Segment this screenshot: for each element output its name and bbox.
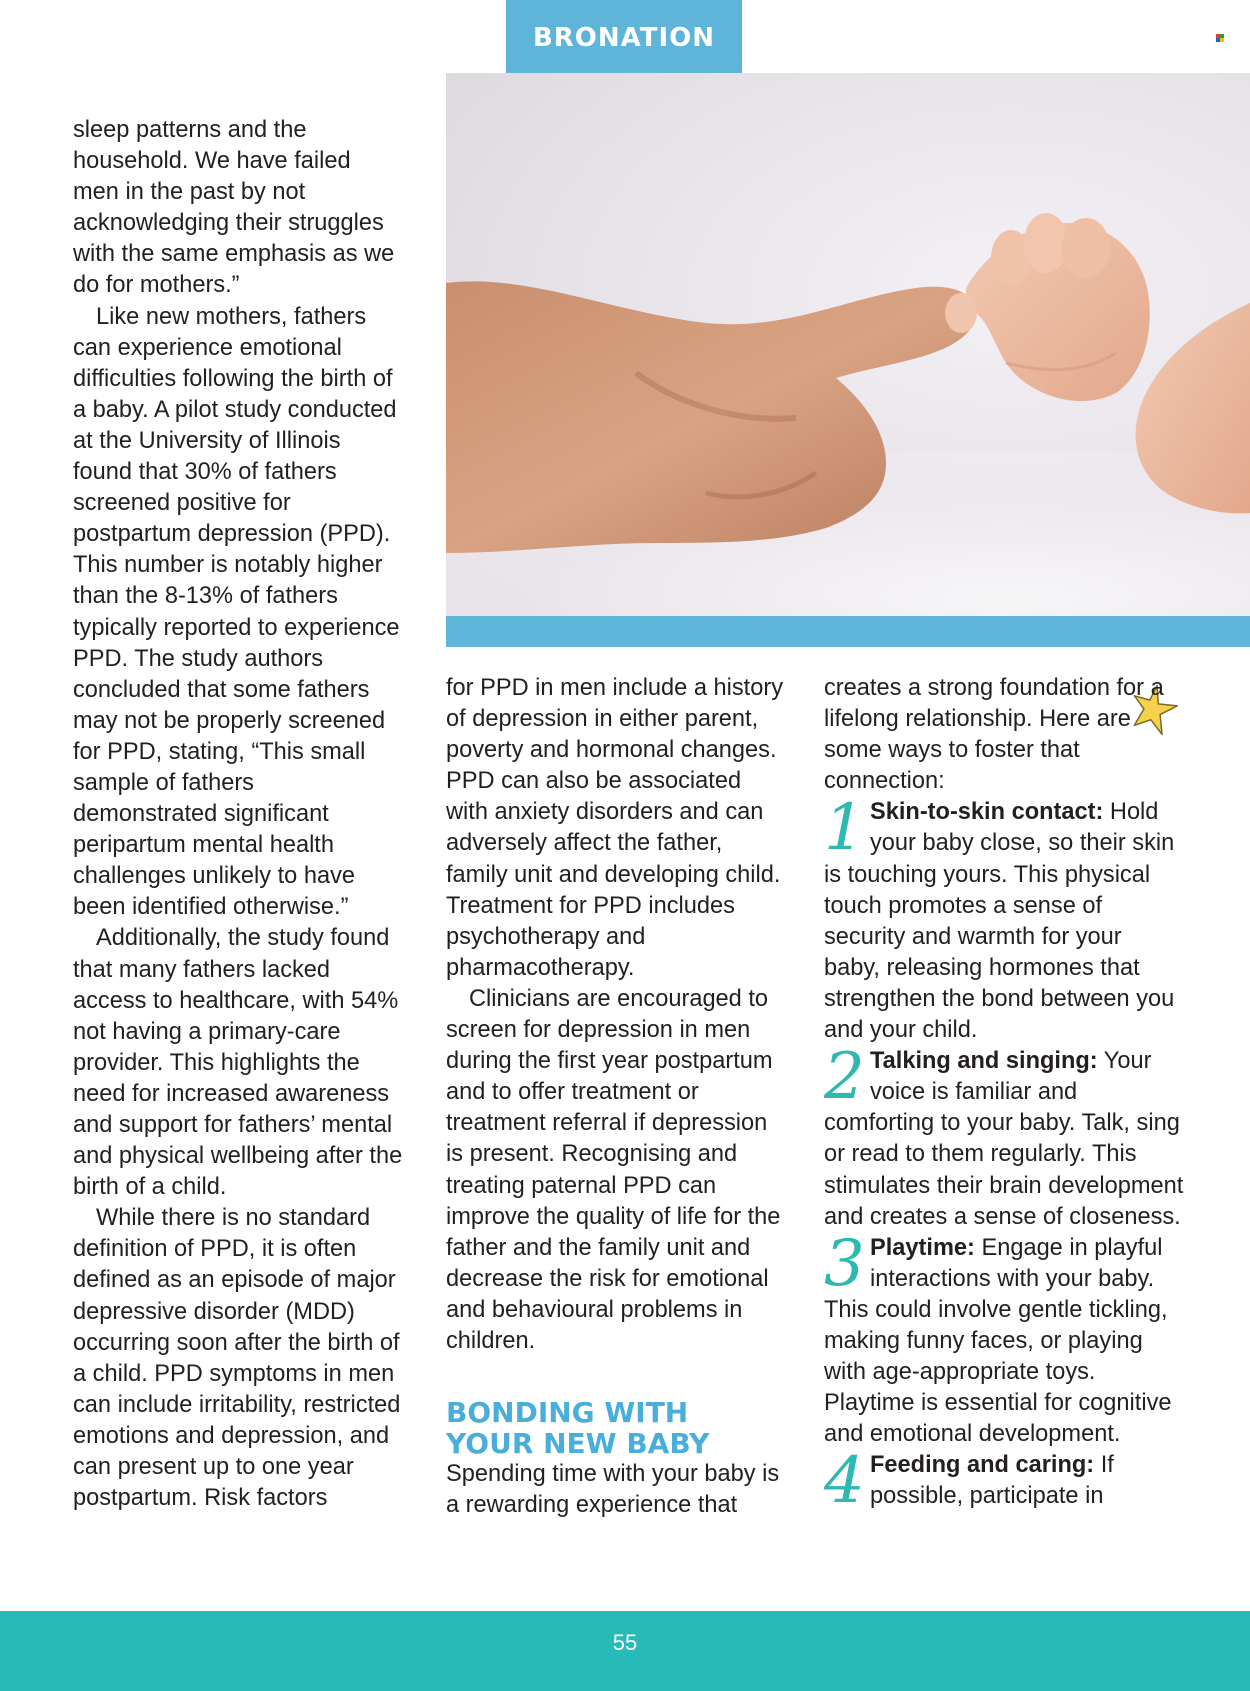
- paragraph: Spending time with your baby is a rewarding experience that: [446, 1461, 780, 1519]
- tip-number: 2: [824, 1040, 865, 1115]
- photo-hand-baby-icon: [446, 73, 1250, 616]
- paragraph: sleep patterns and the household. We have failed men in the past by not acknowledging their struggles with the same emphasis as we do for mothers.”: [73, 117, 395, 299]
- photo-caption-bar: [446, 616, 1250, 647]
- tip-title: Feeding and caring:: [870, 1452, 1095, 1479]
- tip-number: 4: [824, 1444, 865, 1519]
- section-heading-line-2: YOUR NEW BABY: [446, 1427, 710, 1461]
- tip-item: [824, 1040, 1184, 1233]
- paragraph: Additionally, the study found that many fathers lacked access to healthcare, with 54% not having a primary-care provider. This highlights the need for increased awareness and support for fathers’ mental and physical wellbeing after the birth of a child.: [73, 925, 403, 1201]
- corner-mark-icon: [1216, 34, 1225, 42]
- tip-number: 3: [824, 1226, 865, 1301]
- tip-title: Talking and singing:: [870, 1048, 1098, 1075]
- feature-photo: [446, 73, 1250, 616]
- tip-item: [824, 1444, 1184, 1519]
- tip-number: 1: [824, 791, 865, 866]
- tip-title: Skin-to-skin contact:: [870, 799, 1104, 826]
- tip-item: [824, 1226, 1184, 1451]
- article-column-2: [446, 673, 786, 1521]
- tip-text: Hold your baby close, so their skin is touching yours. This physical touch promotes a sense of security and warmth for your baby, releasing hormones that strengthen the bond between you and your child.: [824, 799, 1175, 1044]
- tip-text: Engage in playful interactions with your baby. This could involve gentle tickling, making funny faces, or playing with age-appropriate toys. Playtime is essential for cognitive and emotional development.: [824, 1234, 1172, 1448]
- tip-title: Playtime:: [870, 1234, 975, 1261]
- section-heading-line-1: BONDING WITH: [446, 1396, 689, 1430]
- paragraph: Clinicians are encouraged to screen for depression in men during the first year postpartum and to offer treatment or treatment referral if depression is present. Recognising and treating paternal PPD can improve the quality of life for the father and the family unit and decrease the risk for emotional and behavioural problems in children.: [446, 985, 781, 1354]
- tip-text: Your voice is familiar and comforting to your baby. Talk, sing or read to them regularly. This stimulates their brain development and creates a sense of closeness.: [824, 1048, 1184, 1230]
- page-number: 55: [612, 1630, 638, 1655]
- paragraph: for PPD in men include a history of depression in either parent, poverty and hormonal changes. PPD can also be associated with anxiety disorders and can adversely affect the father, family unit and developing child. Treatment for PPD includes psychotherapy and pharmacotherapy.: [446, 675, 784, 981]
- section-heading: [446, 1397, 786, 1459]
- article-column-1: [73, 115, 403, 1514]
- paragraph: Like new mothers, fathers can experience emotional difficulties following the birth of a baby. A pilot study conducted at the University of Illinois found that 30% of fathers screened positive for postpartum depression (PPD). This number is notably higher than the 8-13% of fathers typically reported to experience PPD. The study authors concluded that some fathers may not be properly screened for PPD, stating, “This small sample of fathers demonstrated significant peripartum mental health challenges unlikely to have been identified otherwise.”: [73, 303, 400, 921]
- article-column-3: [824, 673, 1184, 1519]
- section-tab: BRONATION: [506, 0, 742, 73]
- tip-text: If possible, participate in: [870, 1452, 1114, 1510]
- tip-item: [824, 791, 1184, 1046]
- paragraph: While there is no standard definition of PPD, it is often defined as an episode of major depressive disorder (MDD) occurring soon after the birth of a child. PPD symptoms in men can include irritability, restricted emotions and depression, and can present up to one year postpartum. Risk factors: [73, 1205, 401, 1512]
- paragraph: creates a strong foundation for a lifelong relationship. Here are some ways to foster that connection:: [824, 675, 1164, 795]
